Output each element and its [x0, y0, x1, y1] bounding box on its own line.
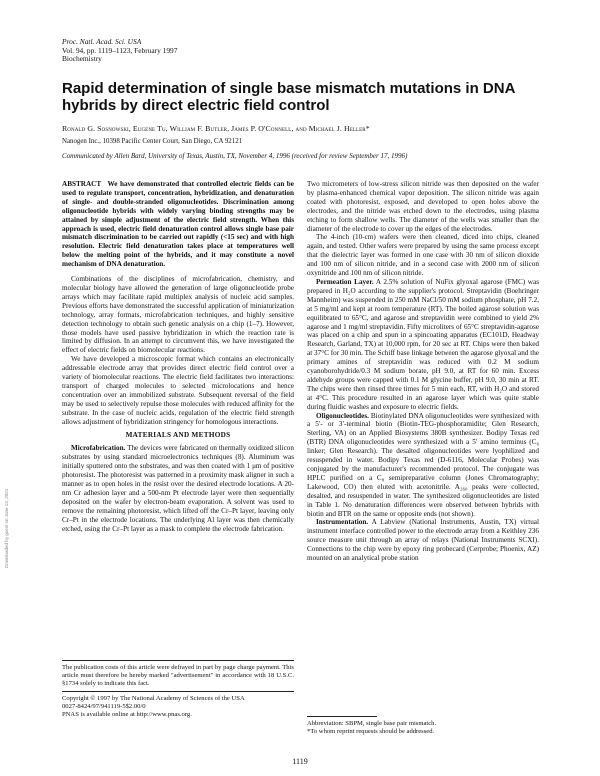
- left-footnote: [62, 660, 294, 719]
- intro-paragraph-1: Combinations of the disciplines of microfabrication, chemistry, and molecular biology have allowed the generation of large oligonucleotide probe arrays which may facilitate rapid multiplex analysis of nucleic acid samples. Previous efforts have demonstrated the successful application of miniaturization technology, array formats, microfabrication techniques, and highly sensitive detection technology to obtain such genetic analysis on a chip (1–7). However, those models have used passive hybridization in which the reaction rate is limited by diffusion. In an attempt to circumvent this, we have investigated the effect of electric fields on biomolecular reactions.: [62, 275, 294, 355]
- pnas-online-line: PNAS is available online at http://www.pnas.org.: [62, 711, 192, 718]
- abstract-text: We have demonstrated that controlled electric fields can be used to regulate transport, concentration, hybridization, and denaturation of single- and double-stranded oligonucleotides. Discrimination among oligonucleotide hybrids with widely varying binding strengths may be attained by simple adjustment of the electric field strength. When this approach is used, electric field denaturation control allows single base pair mismatch discrimination to be carried out rapidly (<15 sec) and with high resolution. Electric field denaturation takes place at temperatures well below the melting point of the hybrids, and it may constitute a novel mechanism of DNA denaturation.: [62, 180, 294, 269]
- oligonucleotides-heading: Oligonucleotides.: [316, 411, 369, 420]
- journal-header: [62, 38, 177, 64]
- communicated-line: Communicated by Allen Bard, University of Texas, Austin, TX, November 4, 1996 (received for review September 17, 1996): [62, 152, 408, 160]
- instrumentation-heading: Instrumentation.: [316, 518, 369, 527]
- right-column: [307, 180, 539, 563]
- permeation-text: A 2.5% solution of NuFix glyoxal agarose (FMC) was prepared in H₂O according to the supplier's protocol. Streptavidin (Boehringer Mannheim) was suspended in 250 mM NaCl/50 mM sodium phosphate, pH 7.2, at 5 mg/ml and kept at room temperature (RT). The boiled agarose solution was equilibrated to 65°C, and agarose and streptavidin were combined to yield 2% agarose and 1 mg/ml streptavidin. Fifty microliters of 65°C streptavidin-agarose was placed on a chip and spun in a spincoating apparatus (EC101D, Headway Research, Garland, TX) at 10,000 rpm, for 20 sec at RT. Chips were then baked at 37°C for 30 min. The Schiff base linkage between the agarose glyoxal and the primary amines of streptavidin was reduced with 0.2 M sodium cyanoborohydride/0.3 M sodium borate, pH 9.0, at RT for 60 min. Excess aldehyde groups were capped with 0.1 M glycine buffer, pH 9.0, 30 min at RT. The chips were then rinsed three times for 5 min each, RT, with H₂O and stored at 4°C. This procedure resulted in an agarose layer which was quite stable during fluidic washes and exposure to electric fields.: [307, 277, 539, 411]
- intro-paragraph-2: We have developed a microscopic format which contains an electronically addressable electrode array that provides direct electric field control over a variety of biomolecular reactions. The electric field facilitates two interactions: transport of charged molecules to selected microlocations and hence concentration over an immobilized substrate. Subsequent reversal of the field may be used to selectively repulse those molecules with reduced affinity for the substrate. In the case of nucleic acids, regulation of the electric field strength allows adjustment of hybridization stringency for homologous interactions.: [62, 355, 294, 426]
- abstract-label: ABSTRACT: [62, 180, 102, 188]
- right-footnote: [307, 716, 539, 736]
- abstract: [62, 180, 294, 269]
- microfabrication-text: The devices were fabricated on thermally oxidized silicon substrates by using standard microelectronics techniques (8). Aluminum was initially sputtered onto the substrates, and was then coated with 1 μm of positive photoresist. The photoresist was patterned in a proximity mask aligner in such a manner as to open holes in the resist over the desired electrode locations. A 20-nm Cr adhesion layer and a 500-nm Pt electrode layer were then sequentially deposited on the wafer by electron-beam evaporation. A solvent was used to remove the remaining photoresist, which lifted off the Cr–Pt layer, leaving only Cr–Pt in the electrode locations. The underlying Al layer was then chemically etched, using the Cr–Pt layer as a mask to complete the electrode fabrication.: [62, 444, 294, 533]
- section-heading: MATERIALS AND METHODS: [125, 431, 231, 440]
- affiliation: Nanogen Inc., 10398 Pacific Center Court, San Diego, CA 92121: [62, 138, 243, 145]
- methods-paragraph-2: The 4-inch (10-cm) wafers were then cleaned, diced into chips, cleaned again, and tested. Other wafers were prepared by using the same process except that the dielectric layer was formed in one case with 30 nm of silicon dioxide and 100 nm of silicon nitride, and in a second case with 2000 nm of silicon oxynitride and 100 nm of silicon nitride.: [307, 233, 539, 278]
- permeation-paragraph: [307, 278, 539, 412]
- footnote-rule-right: [307, 716, 377, 717]
- microfabrication-paragraph: [62, 444, 294, 533]
- page-charge-note: The publication costs of this article were defrayed in part by page charge payment. This article must therefore be hereby marked "advertisement" in accordance with 18 U.S.C. §1734 solely to indicate this fact.: [62, 664, 294, 687]
- correspondence-note: *To whom reprint requests should be addressed.: [307, 728, 435, 735]
- oligonucleotides-paragraph: [307, 412, 539, 519]
- page-number: 1119: [292, 757, 308, 766]
- oligonucleotides-text: Biotinylated DNA oligonucleotides were synthesized with a 5′- or 3′-terminal biotin (Biotin-TEG-phosphoramidite; Glen Research, Sterling, VA) on an Applied Biosystems 380B synthesizer. Bodipy Texas red (BTR) DNA oligonucleotides were synthesized with a 5′ amino terminus (C₆ linker; Glen Research). The desalted oligonucleotides were lyophilized and resuspended in water. Bodipy Texas red (D-6116, Molecular Probes) was conjugated by the manufacturer's recommended protocol. The conjugate was HPLC purified on a C₈ semipreparative column (Jones Chromatography; Lakewood, CO) then eluted with acetonitrile. A₂₆₀ peaks were collected, desalted, and resuspended in water. The synthesized oligonucleotides are listed in Table 1. No denaturation differences were observed between hybrids with biotin and BTR on the same or opposite ends (not shown).: [307, 411, 540, 518]
- issn-line: 0027-8424/97/941119-5$2.00/0: [62, 703, 146, 710]
- methods-paragraph-1: Two micrometers of low-stress silicon nitride was then deposited on the wafer by plasma-enhanced chemical vapor deposition. The silicon nitride was again coated with photoresist, exposed, and developed to open holes above the electrodes, and the nitride was etched down to the electrodes, using plasma etching to form shallow wells. The diameter of the wells was smaller than the diameter of the electrode to cover up the edges of the electrodes.: [307, 180, 539, 233]
- footnote-rule-2: [62, 691, 294, 692]
- article-title: Rapid determination of single base mismatch mutations in DNA hybrids by direct electric field control: [62, 80, 515, 114]
- journal-section: Biochemistry: [62, 54, 102, 64]
- author-list: Ronald G. Sosnowski, Eugene Tu, William F. Butler, James P. O'Connell, and Michael J. Heller*: [62, 124, 370, 133]
- permeation-heading: Permeation Layer.: [316, 277, 374, 286]
- download-margin-note: Downloaded by guest on June 13, 2021: [4, 488, 9, 568]
- left-column: [62, 180, 294, 533]
- instrumentation-text: A Labview (National Instruments, Austin, TX) virtual instrument interface controlled power to the electrode array from a Keithley 236 source measure unit through an array of relays (National Instruments SCXI). Connections to the chip were by epoxy ring probecard (Cerprobe; Phoenix, AZ) mounted on an analytical probe station: [307, 518, 539, 563]
- abbreviation-note: Abbreviation: SBPM, single base pair mismatch.: [307, 720, 437, 727]
- journal-volume: Vol. 94, pp. 1119–1123, February 1997: [62, 45, 178, 55]
- footnote-rule: [62, 660, 294, 661]
- instrumentation-paragraph: [307, 518, 539, 563]
- copyright-line: Copyright © 1997 by The National Academy of Sciences of the USA: [62, 695, 245, 702]
- microfabrication-heading: Microfabrication.: [71, 444, 126, 453]
- journal-name: Proc. Natl. Acad. Sci. USA: [62, 37, 142, 46]
